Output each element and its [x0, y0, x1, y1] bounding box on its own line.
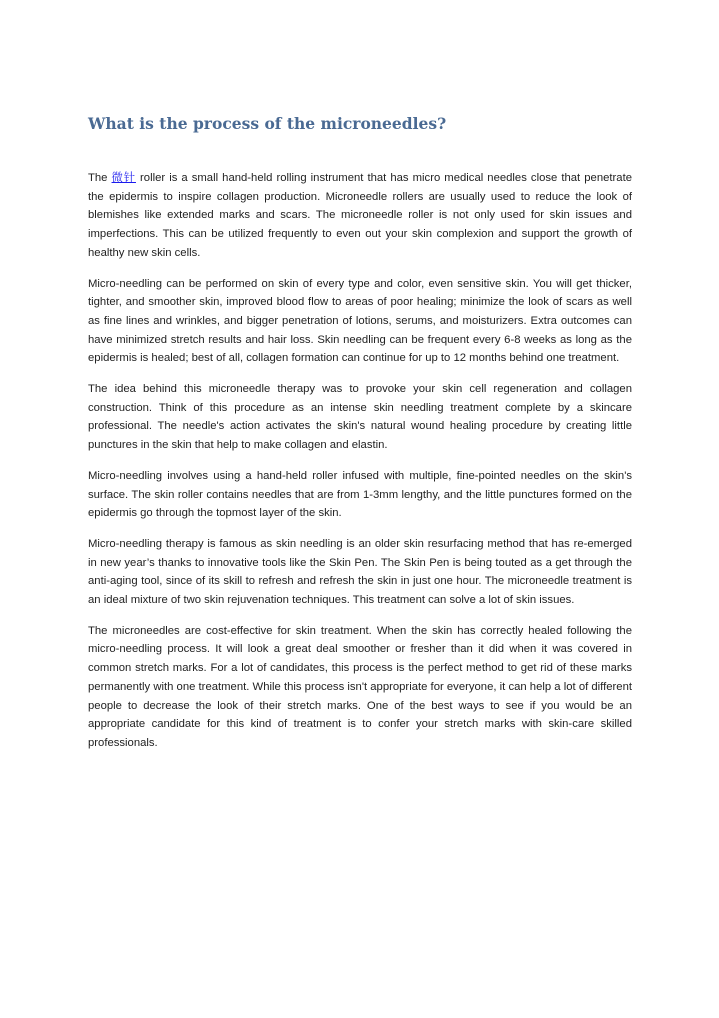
page-title: What is the process of the microneedles?: [88, 114, 447, 133]
article-body: [88, 169, 632, 765]
paragraph-therapy-idea: The idea behind this microneedle therapy was to provoke your skin cell regeneration and collagen construction. Think of this procedure as an intense skin needling treatment complete by a skincare professional. The needle's action activates the skin's natural wound healing procedure by creating little punctures in the skin that help to make collagen and elastin.: [88, 383, 632, 452]
paragraph-skin-pen: Micro-needling therapy is famous as skin needling is an older skin resurfacing method that has re-emerged in new year’s thanks to innovative tools like the Skin Pen. The Skin Pen is being touted as a get through the anti-aging tool, since of its skill to refresh and refresh the skin in just one hour. The microneedle treatment is an ideal mixture of two skin rejuvenation techniques. This treatment can solve a lot of skin issues.: [88, 537, 632, 607]
paragraph-roller-description: Micro-needling involves using a hand-held roller infused with multiple, fine-pointed needles on the skin's surface. The skin roller contains needles that are from 1-3mm lengthy, and the little punctures formed on the epidermis go through the topmost layer of the skin.: [88, 469, 632, 520]
microneedle-link[interactable]: 微针: [111, 172, 136, 184]
paragraph-cost-effective: The microneedles are cost-effective for skin treatment. When the skin has correctly healed following the micro-needling process. It will look a great deal smoother or fresher than it did when it was covered in common stretch marks. For a lot of candidates, this process is the perfect method to get rid of these marks permanently with one treatment. While this process isn't appropriate for everyone, it can help a lot of different people to decrease the look of their stretch marks. One of the best ways to see if you would be an appropriate candidate for this kind of treatment is to confer your stretch marks with skin-care skilled professionals.: [88, 624, 632, 749]
intro-paragraph: [88, 169, 632, 263]
paragraph-benefits: Micro-needling can be performed on skin of every type and color, even sensitive skin. You will get thicker, tighter, and smoother skin, improved blood flow to areas of poor healing; minimize the look of scars as well as fine lines and wrinkles, and bigger penetration of lotions, serums, and moisturizers. Extra outcomes can have minimized stretch results and hair loss. Skin needling can be frequent every 6-8 weeks as long as the epidermis is healed; best of all, collagen formation can continue for up to 12 months behind one treatment.: [88, 277, 632, 365]
intro-text-rest: roller is a small hand-held rolling instrument that has micro medical needles close that penetrate the epidermis to inspire collagen production. Microneedle rollers are usually used to reduce the look of blemishes like extended marks and scars. The microneedle roller is not only used for skin issues and imperfections. This can be utilized frequently to even out your skin complexion and support the growth of healthy new skin cells.: [88, 172, 632, 259]
intro-text-start: The: [88, 172, 112, 184]
